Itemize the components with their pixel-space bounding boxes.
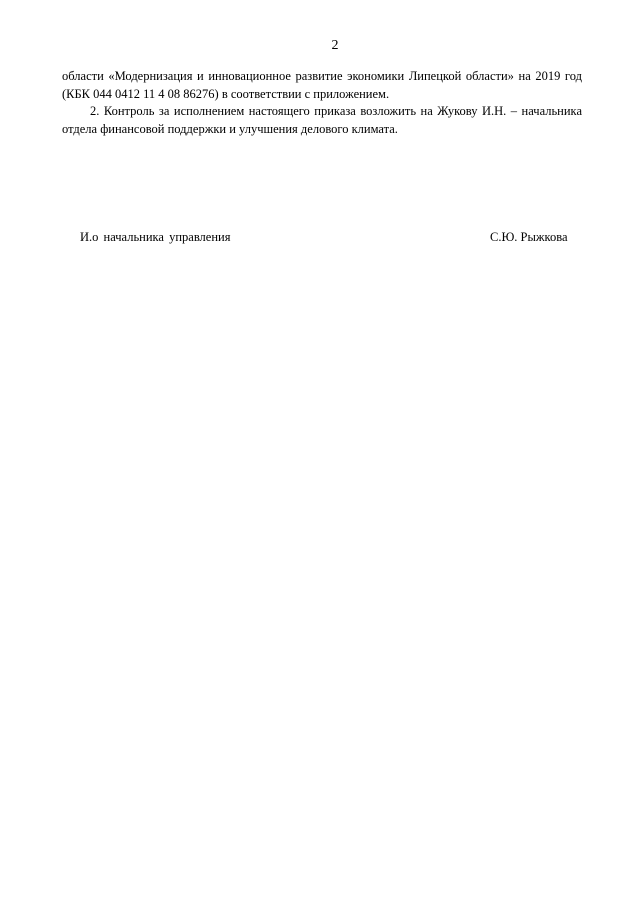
page-number: 2 <box>331 38 339 53</box>
document-body <box>62 68 582 138</box>
paragraph-continuation: области «Модернизация и инновационное развитие экономики Липецкой области» на 2019 год (КБК 044 0412 11 4 08 86276) в соответствии с приложением. <box>62 69 582 101</box>
signature-title: И.о начальника управления <box>80 230 231 244</box>
signature-name: С.Ю. Рыжкова <box>490 230 568 244</box>
paragraph-control: 2. Контроль за исполнением настоящего приказа возложить на Жукову И.Н. – начальника отдела финансовой поддержки и улучшения делового климата. <box>62 104 582 136</box>
